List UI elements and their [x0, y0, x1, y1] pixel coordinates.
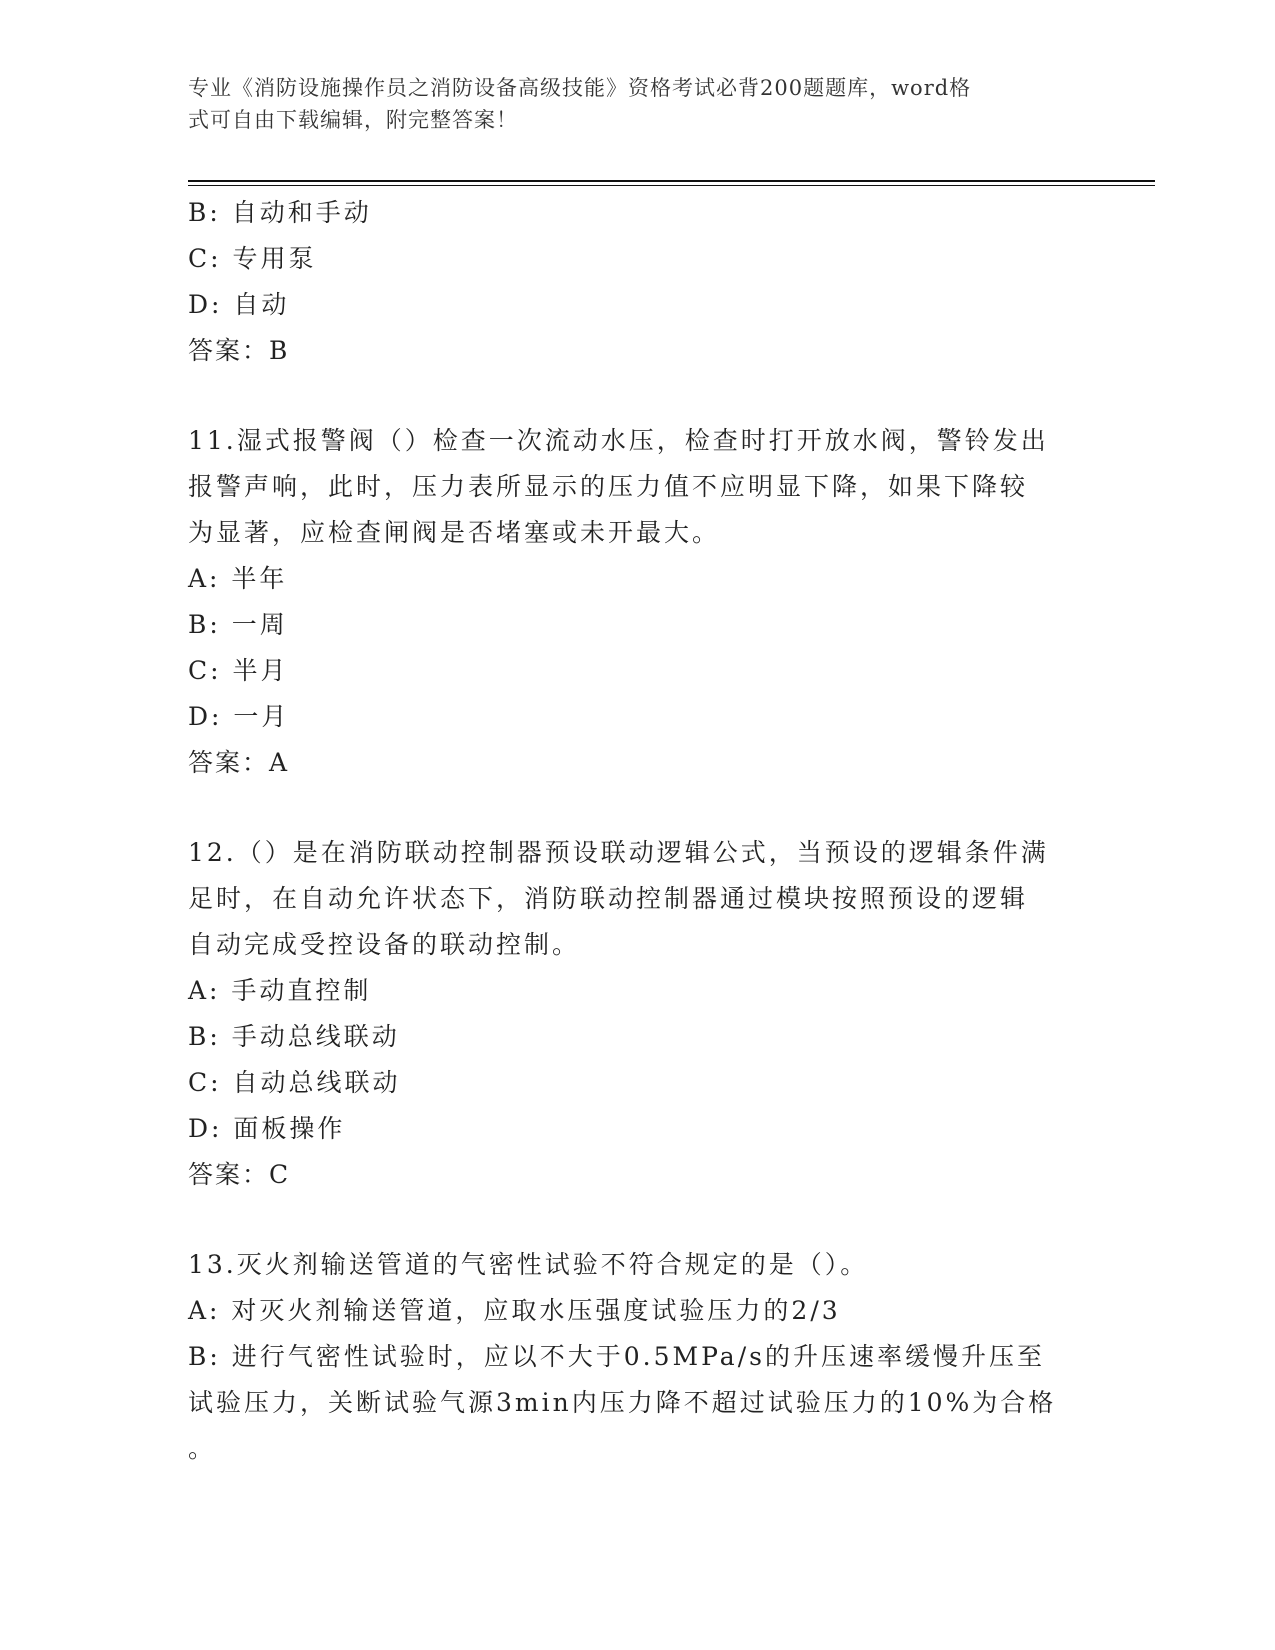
- question-content: [188, 190, 1088, 1472]
- spacer: [188, 786, 1088, 830]
- header-divider-thin: [188, 185, 1155, 186]
- option-c: C: 专用泵: [188, 244, 317, 273]
- question-block-12: [188, 830, 1088, 1198]
- spacer: [188, 374, 1088, 418]
- question-block-13: [188, 1242, 1088, 1472]
- question-text-line: 报警声响，此时，压力表所显示的压力值不应明显下降，如果下降较: [188, 472, 1029, 501]
- header-divider-thick: [188, 180, 1155, 182]
- option-a: A: 手动直控制: [188, 976, 372, 1005]
- question-block-11: [188, 418, 1088, 786]
- question-text-line: 11.湿式报警阀（）检查一次流动水压，检查时打开放水阀，警铃发出: [188, 426, 1049, 455]
- option-c: C: 半月: [188, 656, 289, 685]
- answer-line: 答案：B: [188, 336, 290, 365]
- question-text-line: 12.（）是在消防联动控制器预设联动逻辑公式，当预设的逻辑条件满: [188, 838, 1049, 867]
- option-a: A: 半年: [188, 564, 288, 593]
- spacer: [188, 1198, 1088, 1242]
- answer-line: 答案：C: [188, 1160, 291, 1189]
- answer-line: 答案：A: [188, 748, 290, 777]
- header-line-2: 式可自由下载编辑，附完整答案！: [188, 108, 518, 132]
- option-d: D: 一月: [188, 702, 290, 731]
- option-d: D: 自动: [188, 290, 290, 319]
- option-d: D: 面板操作: [188, 1114, 346, 1143]
- option-b-continued: 试验压力，关断试验气源3min内压力降不超过试验压力的10%为合格: [188, 1388, 1057, 1417]
- document-header: [188, 72, 1088, 136]
- question-text-line: 13.灭火剂输送管道的气密性试验不符合规定的是（）。: [188, 1250, 869, 1279]
- question-block-10: [188, 190, 1088, 374]
- option-b-continued: 。: [188, 1434, 217, 1463]
- option-b: B: 自动和手动: [188, 198, 372, 227]
- header-line-1: 专业《消防设施操作员之消防设备高级技能》资格考试必背200题题库，word格: [188, 76, 972, 100]
- option-b: B: 进行气密性试验时，应以不大于0.5MPa/s的升压速率缓慢升压至: [188, 1342, 1045, 1371]
- option-a: A: 对灭火剂输送管道，应取水压强度试验压力的2/3: [188, 1296, 841, 1325]
- question-text-line: 为显著，应检查闸阀是否堵塞或未开最大。: [188, 518, 721, 547]
- question-text-line: 足时，在自动允许状态下，消防联动控制器通过模块按照预设的逻辑: [188, 884, 1029, 913]
- question-text-line: 自动完成受控设备的联动控制。: [188, 930, 581, 959]
- option-b: B: 一周: [188, 610, 288, 639]
- option-c: C: 自动总线联动: [188, 1068, 401, 1097]
- option-b: B: 手动总线联动: [188, 1022, 400, 1051]
